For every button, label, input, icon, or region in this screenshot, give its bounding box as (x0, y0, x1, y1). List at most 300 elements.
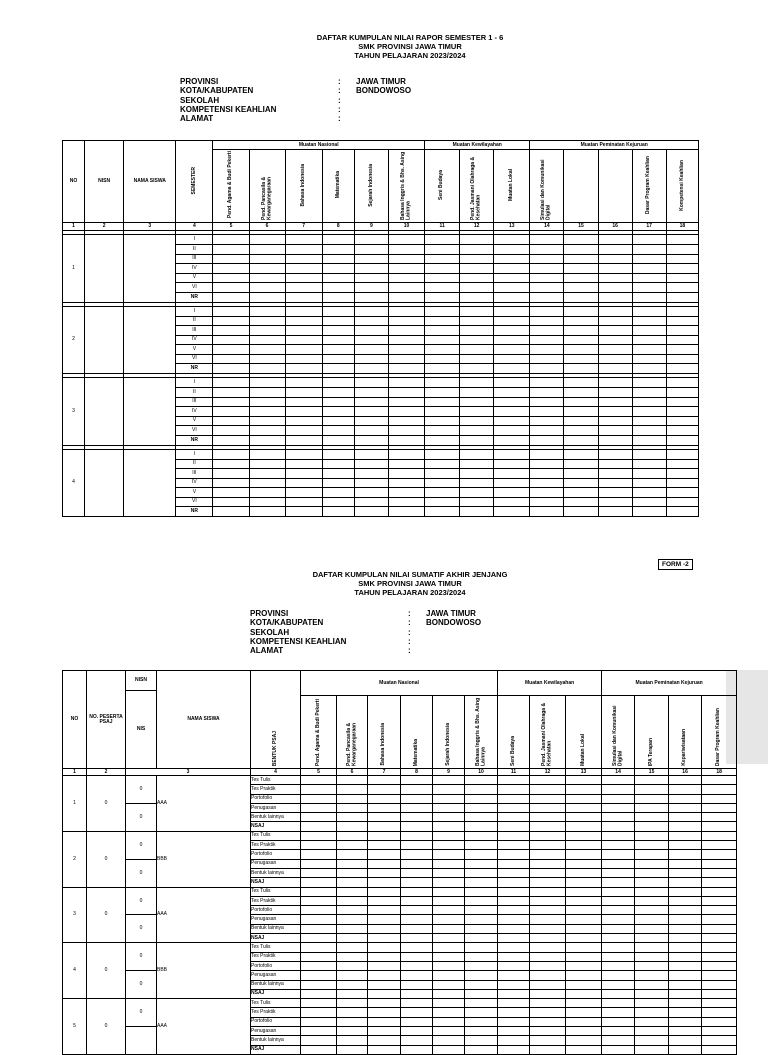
grade-cell (635, 1017, 669, 1026)
subject-header-text: Pend. Pancasila & Kewarganegaraan (260, 176, 273, 220)
grade-cell (530, 776, 566, 785)
group-header-peminatan: Muatan Peminatan Kejuruan (602, 671, 737, 696)
grade-cell (564, 273, 598, 283)
grade-cell (530, 971, 566, 980)
grade-cell (566, 989, 602, 998)
grade-cell (433, 785, 465, 794)
grade-cell (702, 915, 737, 924)
grade-cell (337, 943, 368, 952)
grade-cell (465, 1045, 498, 1054)
grade-cell (602, 924, 635, 933)
grade-cell (322, 345, 354, 355)
grade-cell (433, 887, 465, 896)
grade-cell (530, 1008, 566, 1017)
grade-cell (368, 943, 401, 952)
grade-cell (249, 306, 285, 316)
subject-header-text: Bahasa Inggris & Bhs. Asing Lainnya (474, 697, 487, 766)
grade-cell (635, 878, 669, 887)
grade-cell (635, 980, 669, 989)
grade-cell (635, 1045, 669, 1054)
grade-cell (322, 397, 354, 407)
grade-cell (401, 971, 433, 980)
grade-cell (460, 507, 494, 517)
grade-cell (666, 435, 698, 445)
grade-cell (598, 397, 632, 407)
grade-cell (213, 306, 249, 316)
grade-cell (354, 254, 388, 264)
col-header-no: NO (63, 141, 85, 223)
grade-cell (564, 469, 598, 479)
col-header-no: NO (63, 671, 87, 769)
grade-cell (632, 435, 666, 445)
student-nisn-cell (85, 449, 124, 517)
grade-cell (249, 497, 285, 507)
grade-cell (249, 264, 285, 274)
grade-cell (566, 980, 602, 989)
semester-label: IV (176, 264, 213, 274)
grade-cell (666, 507, 698, 517)
grade-cell (530, 813, 566, 822)
grade-cell (669, 1036, 702, 1045)
grade-cell (433, 822, 465, 831)
group-header-kewilayahan: Muatan Kewilayahan (498, 671, 602, 696)
subject-header-text: Pend. Agama & Budi Pekerti (227, 151, 234, 219)
ident-label: ALAMAT (250, 646, 284, 656)
bentuk-label: Portofolio (251, 794, 301, 803)
grade-cell (530, 980, 566, 989)
column-number: 1 (63, 223, 85, 231)
grade-cell (566, 850, 602, 859)
bentuk-header-text: BENTUK PSAJ (271, 730, 278, 766)
grade-cell (460, 459, 494, 469)
grade-cell (401, 924, 433, 933)
grade-cell (213, 407, 249, 417)
grade-cell (598, 378, 632, 388)
table-row (63, 306, 699, 316)
grade-cell (401, 1045, 433, 1054)
grade-cell (702, 1036, 737, 1045)
grade-cell (530, 378, 564, 388)
ident-row (180, 114, 411, 123)
grade-cell (249, 345, 285, 355)
grade-cell (249, 364, 285, 374)
grade-cell (566, 906, 602, 915)
grade-cell (425, 354, 460, 364)
grade-cell (602, 952, 635, 961)
student-no: 5 (63, 999, 87, 1055)
grade-cell (669, 859, 702, 868)
grade-cell (530, 822, 566, 831)
ident-label: ALAMAT (180, 114, 214, 124)
grade-cell (702, 971, 737, 980)
grade-cell (301, 794, 337, 803)
grade-cell (566, 934, 602, 943)
grade-cell (702, 943, 737, 952)
grade-cell (530, 878, 566, 887)
grade-cell (368, 841, 401, 850)
grade-cell (301, 961, 337, 970)
grade-cell (702, 1027, 737, 1036)
grade-cell (566, 841, 602, 850)
grade-cell (460, 245, 494, 255)
grade-cell (669, 906, 702, 915)
grade-cell (530, 435, 564, 445)
grade-cell (322, 273, 354, 283)
grade-cell (388, 435, 424, 445)
grade-cell (460, 316, 494, 326)
subject-header (388, 150, 424, 223)
subject-header (460, 150, 494, 223)
grade-cell (285, 507, 322, 517)
grade-cell (598, 354, 632, 364)
doc2-grade-table (62, 670, 737, 1055)
grade-cell (337, 961, 368, 970)
grade-cell (702, 813, 737, 822)
grade-cell (388, 354, 424, 364)
grade-cell (564, 283, 598, 293)
grade-cell (666, 378, 698, 388)
table-row (63, 943, 737, 952)
grade-cell (602, 776, 635, 785)
grade-cell (433, 813, 465, 822)
grade-cell (465, 859, 498, 868)
column-number: 5 (213, 223, 249, 231)
doc1-title-line: TAHUN PELAJARAN 2023/2024 (354, 51, 466, 60)
grade-cell (669, 896, 702, 905)
grade-cell (635, 831, 669, 840)
grade-cell (460, 283, 494, 293)
grade-cell (322, 435, 354, 445)
grade-cell (598, 345, 632, 355)
column-number: 6 (249, 223, 285, 231)
bentuk-label: Tes Praktik (251, 952, 301, 961)
grade-cell (322, 354, 354, 364)
student-peserta: 0 (87, 887, 126, 943)
grade-cell (433, 1008, 465, 1017)
grade-cell (401, 831, 433, 840)
grade-cell (465, 999, 498, 1008)
grade-cell (566, 952, 602, 961)
grade-cell (301, 785, 337, 794)
grade-cell (498, 1036, 530, 1045)
grade-cell (635, 785, 669, 794)
grade-cell (666, 364, 698, 374)
grade-cell (702, 878, 737, 887)
grade-cell (465, 961, 498, 970)
grade-cell (566, 794, 602, 803)
grade-cell (368, 999, 401, 1008)
grade-cell (322, 507, 354, 517)
subject-header-text: Seni Budaya (438, 169, 445, 200)
grade-cell (530, 326, 564, 336)
grade-cell (433, 896, 465, 905)
student-nisn: 0 (126, 999, 157, 1027)
grade-cell (530, 924, 566, 933)
grade-cell (213, 378, 249, 388)
form-label: FORM -2 (658, 559, 693, 570)
grade-cell (354, 488, 388, 498)
grade-cell (498, 934, 530, 943)
column-number: 12 (460, 223, 494, 231)
grade-cell (433, 868, 465, 877)
grade-cell (401, 943, 433, 952)
grade-cell (702, 961, 737, 970)
grade-cell (213, 345, 249, 355)
grade-cell (564, 326, 598, 336)
grade-cell (530, 915, 566, 924)
doc1-title-line: SMK PROVINSI JAWA TIMUR (358, 42, 462, 51)
grade-cell (602, 878, 635, 887)
semester-label: II (176, 316, 213, 326)
grade-cell (368, 785, 401, 794)
grade-cell (498, 989, 530, 998)
grade-cell (494, 264, 530, 274)
grade-cell (498, 803, 530, 812)
student-no: 3 (63, 378, 85, 446)
grade-cell (602, 785, 635, 794)
column-number: 7 (368, 769, 401, 776)
grade-cell (702, 859, 737, 868)
grade-cell (530, 497, 564, 507)
grade-cell (465, 915, 498, 924)
subject-header (285, 150, 322, 223)
grade-cell (494, 507, 530, 517)
bentuk-label: Tes Tulis (251, 831, 301, 840)
grade-cell (602, 961, 635, 970)
grade-cell (602, 896, 635, 905)
grade-cell (401, 934, 433, 943)
column-number: 11 (425, 223, 460, 231)
grade-cell (494, 478, 530, 488)
grade-cell (566, 915, 602, 924)
grade-cell (388, 254, 424, 264)
ident-row (180, 105, 411, 114)
grade-cell (632, 283, 666, 293)
grade-cell (702, 924, 737, 933)
ident-colon: : (408, 627, 411, 637)
grade-cell (530, 449, 564, 459)
grade-cell (433, 1027, 465, 1036)
grade-cell (337, 822, 368, 831)
grade-cell (388, 335, 424, 345)
ident-label: KOMPETENSI KEAHLIAN (180, 104, 277, 114)
table-row (63, 378, 699, 388)
grade-cell (669, 999, 702, 1008)
grade-cell (530, 906, 566, 915)
grade-cell (530, 961, 566, 970)
subject-header-text: Matematika (412, 738, 419, 766)
grade-cell (465, 822, 498, 831)
grade-cell (602, 1045, 635, 1054)
grade-cell (465, 924, 498, 933)
grade-cell (702, 952, 737, 961)
grade-cell (368, 859, 401, 868)
grade-cell (494, 407, 530, 417)
ident-label: KOMPETENSI KEAHLIAN (250, 636, 347, 646)
grade-cell (368, 813, 401, 822)
grade-cell (354, 449, 388, 459)
grade-cell (433, 878, 465, 887)
grade-cell (598, 488, 632, 498)
grade-cell (368, 794, 401, 803)
grade-cell (354, 416, 388, 426)
grade-cell (494, 245, 530, 255)
grade-cell (566, 887, 602, 896)
grade-cell (530, 803, 566, 812)
grade-cell (564, 335, 598, 345)
grade-cell (498, 924, 530, 933)
col-header-semester (176, 141, 213, 223)
grade-cell (530, 1017, 566, 1026)
grade-cell (285, 354, 322, 364)
student-name: AAA (157, 776, 251, 832)
column-number-row (63, 223, 699, 231)
grade-cell (598, 335, 632, 345)
column-number: 13 (566, 769, 602, 776)
grade-cell (498, 850, 530, 859)
ident-value: JAWA TIMUR (356, 77, 406, 86)
grade-cell (337, 934, 368, 943)
subject-header (669, 696, 702, 769)
grade-cell (530, 785, 566, 794)
ident-colon: : (338, 77, 341, 86)
grade-cell (494, 459, 530, 469)
group-header-peminatan: Muatan Peminatan Kejuruan (530, 141, 699, 150)
grade-cell (401, 822, 433, 831)
subject-header (354, 150, 388, 223)
subject-header-text: Pend. Pancasila & Kewarganegaraan (345, 722, 357, 766)
grade-cell (598, 407, 632, 417)
header-row-groups (63, 141, 699, 150)
grade-cell (213, 364, 249, 374)
peserta-header-text: NO. PESERTA PSAJ (89, 713, 123, 725)
grade-cell (337, 841, 368, 850)
grade-cell (322, 426, 354, 436)
col-header-bentuk (251, 671, 301, 769)
grade-cell (530, 254, 564, 264)
semester-label: III (176, 397, 213, 407)
column-number: 4 (251, 769, 301, 776)
grade-cell (666, 283, 698, 293)
subject-header-text: Simulasi dan Komunikasi Digital (611, 705, 624, 766)
grade-cell (494, 426, 530, 436)
grade-cell (213, 497, 249, 507)
grade-cell (702, 868, 737, 877)
col-header-peserta (87, 671, 126, 769)
grade-cell (249, 397, 285, 407)
grade-cell (301, 841, 337, 850)
semester-label: I (176, 306, 213, 316)
header-row-groups (63, 671, 737, 691)
grade-cell (213, 459, 249, 469)
grade-cell (598, 507, 632, 517)
grade-cell (433, 1036, 465, 1045)
grade-cell (702, 850, 737, 859)
grade-cell (702, 794, 737, 803)
grade-cell (213, 264, 249, 274)
grade-cell (498, 831, 530, 840)
grade-cell (602, 803, 635, 812)
grade-cell (301, 850, 337, 859)
grade-cell (669, 822, 702, 831)
grade-cell (433, 943, 465, 952)
grade-cell (425, 335, 460, 345)
grade-cell (669, 813, 702, 822)
grade-cell (388, 478, 424, 488)
grade-cell (213, 416, 249, 426)
column-number: 18 (702, 769, 737, 776)
grade-cell (401, 961, 433, 970)
grade-cell (285, 345, 322, 355)
student-nis: 0 (126, 803, 157, 831)
grade-cell (388, 497, 424, 507)
grade-cell (460, 235, 494, 245)
grade-cell (433, 980, 465, 989)
grade-cell (602, 831, 635, 840)
ident-colon: : (408, 646, 411, 656)
grade-cell (494, 416, 530, 426)
grade-cell (530, 354, 564, 364)
grade-cell (401, 785, 433, 794)
grade-cell (465, 943, 498, 952)
grade-cell (465, 952, 498, 961)
grade-cell (425, 397, 460, 407)
grade-cell (666, 235, 698, 245)
grade-cell (337, 924, 368, 933)
grade-cell (465, 813, 498, 822)
grade-cell (566, 878, 602, 887)
grade-cell (368, 980, 401, 989)
bentuk-label: Penugasan (251, 915, 301, 924)
grade-cell (632, 364, 666, 374)
grade-cell (401, 1017, 433, 1026)
grade-cell (354, 378, 388, 388)
grade-cell (494, 345, 530, 355)
grade-cell (433, 841, 465, 850)
bentuk-label: Bentuk lainnya (251, 924, 301, 933)
subject-header-text: Kompetensi Keahlian (678, 159, 685, 211)
grade-cell (425, 283, 460, 293)
grade-cell (530, 407, 564, 417)
grade-cell (465, 1036, 498, 1045)
grade-cell (354, 245, 388, 255)
grade-cell (354, 354, 388, 364)
grade-cell (322, 264, 354, 274)
column-number: 13 (494, 223, 530, 231)
grade-cell (337, 785, 368, 794)
grade-cell (368, 961, 401, 970)
grade-cell (632, 354, 666, 364)
grade-cell (602, 1008, 635, 1017)
grade-cell (669, 831, 702, 840)
grade-cell (530, 1027, 566, 1036)
grade-cell (530, 952, 566, 961)
grade-cell (465, 878, 498, 887)
doc2-title-line: DAFTAR KUMPULAN NILAI SUMATIF AKHIR JENJANG (312, 570, 508, 579)
ident-row (250, 618, 481, 627)
grade-cell (566, 961, 602, 970)
grade-cell (249, 283, 285, 293)
column-number: 2 (85, 223, 124, 231)
grade-cell (337, 915, 368, 924)
grade-cell (530, 245, 564, 255)
grade-cell (494, 449, 530, 459)
bentuk-label: NSAJ (251, 989, 301, 998)
grade-cell (702, 989, 737, 998)
grade-cell (598, 326, 632, 336)
grade-cell (598, 264, 632, 274)
student-no: 2 (63, 306, 85, 374)
